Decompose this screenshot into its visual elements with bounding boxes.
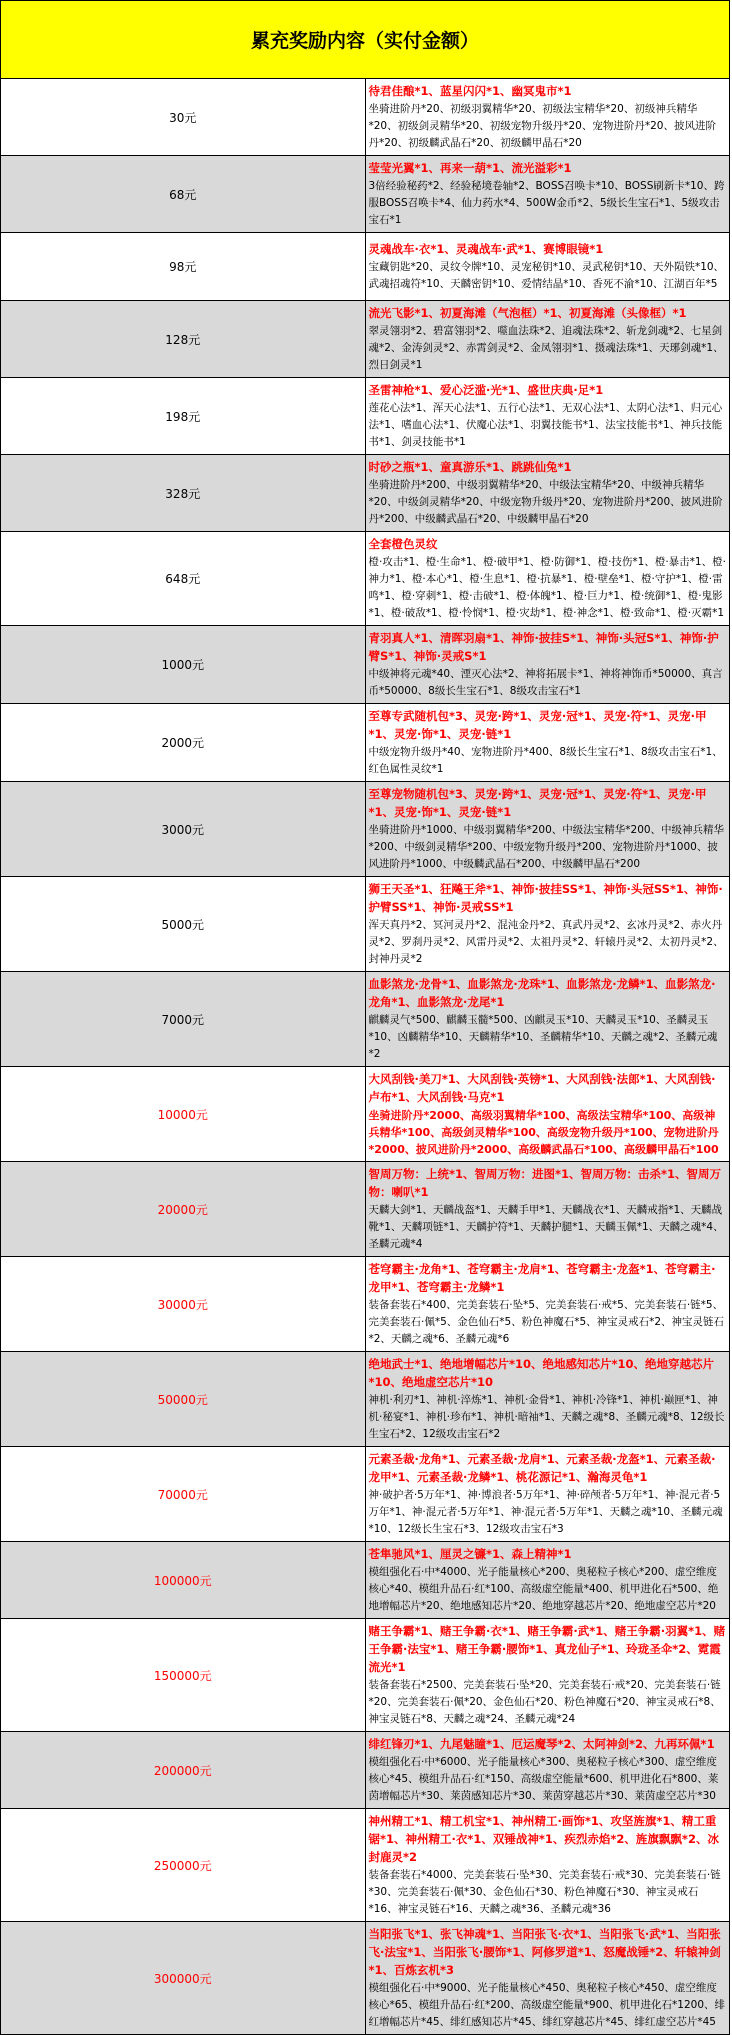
reward-content [365, 1447, 730, 1542]
reward-row [1, 1257, 730, 1352]
reward-row [1, 301, 730, 378]
reward-amount: 3000元 [1, 782, 366, 877]
reward-content [365, 626, 730, 704]
reward-row [1, 233, 730, 301]
reward-amount: 68元 [1, 156, 366, 233]
reward-row [1, 1067, 730, 1162]
reward-items: 翠灵翎羽*2、碧富翎羽*2、噬血法珠*2、追魂法珠*2、斩龙剑魂*2、七星剑魂*2、金涛剑灵*2、赤霄剑灵*2、金凤翎羽*1、摄魂法珠*1、天琊剑魂*1、烈日剑灵*1 [368, 325, 724, 371]
reward-highlight: 神州精工*1、精工机宝*1、神州精工·画饰*1、攻坚旌旗*1、精工重锯*1、神州精工·衣*1、双锤战神*1、疾烈赤焰*2、旌旗飘飘*2、冰封鹿灵*2 [368, 1814, 719, 1864]
reward-row [1, 378, 730, 455]
reward-content [365, 1732, 730, 1809]
reward-row [1, 626, 730, 704]
reward-amount: 30000元 [1, 1257, 366, 1352]
reward-items: 坐骑进阶丹*20、初级羽翼精华*20、初级法宝精华*20、初级神兵精华*20、初级剑灵精华*20、初级宠物升级丹*20、宠物进阶丹*20、披风进阶丹*20、初级麟武晶石*20、初级麟甲晶石*20 [368, 103, 716, 149]
reward-highlight: 苍穹霸主·龙角*1、苍穹霸主·龙肩*1、苍穹霸主·龙盔*1、苍穹霸主·龙甲*1、苍穹霸主·龙鳞*1 [368, 1262, 716, 1294]
reward-amount: 200000元 [1, 1732, 366, 1809]
reward-content [365, 1162, 730, 1257]
reward-items: 装备套装石*4000、完美套装石·坠*30、完美套装石·戒*30、完美套装石·链*30、完美套装石·佩*30、金色仙石*30、粉色神魔石*30、神宝灵戒石*16、神宝灵链石*16、天麟之魂*36、圣麟元魂*36 [368, 1869, 721, 1915]
reward-highlight: 圣雷神枪*1、爱心泛滥·光*1、盛世庆典·足*1 [368, 383, 604, 397]
reward-highlight: 流光飞影*1、初夏海滩（气泡框）*1、初夏海滩（头像框）*1 [368, 306, 687, 320]
reward-content [365, 877, 730, 972]
reward-items: 中级神将元魂*40、湮灭心法*2、神将拓展卡*1、神将神饰币*50000、真言币*50000、8级长生宝石*1、8级攻击宝石*1 [368, 668, 723, 697]
reward-amount: 328元 [1, 455, 366, 532]
reward-items: 装备套装石*2500、完美套装石·坠*20、完美套装石·戒*20、完美套装石·链*20、完美套装石·佩*20、金色仙石*20、粉色神魔石*20、神宝灵戒石*8、神宝灵链石*8、天麟之魂*24、圣麟元魂*24 [368, 1679, 721, 1725]
reward-row [1, 1162, 730, 1257]
reward-amount: 20000元 [1, 1162, 366, 1257]
reward-row [1, 1352, 730, 1447]
reward-highlight: 全套橙色灵纹 [368, 537, 438, 551]
reward-items: 装备套装石*400、完美套装石·坠*5、完美套装石·戒*5、完美套装石·链*5、完美套装石·佩*5、金色仙石*5、粉色神魔石*5、神宝灵戒石*2、神宝灵链石*2、天麟之魂*6、圣麟元魂*6 [368, 1299, 725, 1345]
reward-items: 天麟大剑*1、天麟战盔*1、天麟手甲*1、天麟战衣*1、天麟戒指*1、天麟战靴*1、天麟项链*1、天麟护符*1、天麟护腿*1、天麟玉佩*1、天麟之魂*4、圣麟元魂*4 [368, 1204, 724, 1250]
reward-row [1, 704, 730, 782]
reward-row [1, 1732, 730, 1809]
reward-row [1, 79, 730, 156]
reward-amount: 648元 [1, 532, 366, 626]
reward-amount: 5000元 [1, 877, 366, 972]
reward-amount: 30元 [1, 79, 366, 156]
sheet-title: 累充奖励内容（实付金额） [1, 1, 730, 79]
reward-items: 橙·攻击*1、橙·生命*1、橙·破甲*1、橙·防御*1、橙·技伤*1、橙·暴击*1、橙·神力*1、橙·本心*1、橙·生息*1、橙·抗暴*1、橙·壁垒*1、橙·守护*1、橙·雷鸣*1、橙·穿刺*1、橙·击破*1、橙·体魄*1、橙·巨力*1、橙·统御*1、橙·鬼影*1、橙·破敌*1、橙·怜悯*1、橙·灾劫*1、橙·神念*1、橙·致命*1、橙·灭霸*1 [368, 556, 726, 619]
reward-amount: 50000元 [1, 1352, 366, 1447]
reward-items: 宝藏钥匙*20、灵纹令牌*10、灵宠秘钥*10、灵武秘钥*10、天外陨铁*10、武魂招魂符*10、天麟密钥*10、爱情结晶*10、香死不渝*10、江湖百年*5 [368, 261, 725, 290]
reward-amount: 198元 [1, 378, 366, 455]
reward-highlight: 绯红锋刃*1、九尾魅瞳*1、厄运魔琴*2、太阿神剑*2、九再环佩*1 [368, 1737, 715, 1751]
reward-highlight: 绝地武士*1、绝地增幅芯片*10、绝地感知芯片*10、绝地穿越芯片*10、绝地虚空芯片*10 [368, 1357, 715, 1389]
reward-items: 模组强化石·中*9000、光子能量核心*450、奥秘粒子核心*450、虚空维度核心*65、模组升品石·红*200、高级虚空能量*900、机甲进化石*1200、绯红增幅芯片*45、绯红感知芯片*45、绯红穿越芯片*45、绯红虚空芯片*45 [368, 1982, 726, 2028]
reward-row [1, 1542, 730, 1619]
reward-amount: 2000元 [1, 704, 366, 782]
reward-items: 坐骑进阶丹*2000、高级羽翼精华*100、高级法宝精华*100、高级神兵精华*100、高级剑灵精华*100、高级宠物升级丹*100、宠物进阶丹*2000、披风进阶丹*2000、高级麟武晶石*100、高级麟甲晶石*100 [368, 1109, 719, 1156]
reward-items: 坐骑进阶丹*200、中级羽翼精华*20、中级法宝精华*20、中级神兵精华*20、中级剑灵精华*20、中级宠物升级丹*20、宠物进阶丹*200、披风进阶丹*200、中级麟武晶石*20、中级麟甲晶石*20 [368, 479, 723, 525]
reward-row [1, 156, 730, 233]
reward-highlight: 血影煞龙·龙骨*1、血影煞龙·龙珠*1、血影煞龙·龙鳞*1、血影煞龙·龙角*1、血影煞龙·龙尾*1 [368, 977, 716, 1009]
reward-highlight: 莹莹光翼*1、再来一葫*1、流光溢彩*1 [368, 161, 572, 175]
reward-content [365, 1542, 730, 1619]
reward-amount: 98元 [1, 233, 366, 301]
reward-content [365, 972, 730, 1067]
reward-items: 坐骑进阶丹*1000、中级羽翼精华*200、中级法宝精华*200、中级神兵精华*200、中级剑灵精华*200、中级宠物升级丹*200、宠物进阶丹*1000、披风进阶丹*1000、中级麟武晶石*200、中级麟甲晶石*200 [368, 824, 725, 870]
reward-row [1, 782, 730, 877]
reward-highlight: 大风刮钱·美刀*1、大风刮钱·英镑*1、大风刮钱·法郎*1、大风刮钱·卢布*1、大风刮钱·马克*1 [368, 1072, 716, 1104]
reward-content [365, 301, 730, 378]
reward-items: 莲花心法*1、浑天心法*1、五行心法*1、无双心法*1、太阴心法*1、归元心法*1、嗜血心法*1、伏魔心法*1、羽翼技能书*1、法宝技能书*1、神兵技能书*1、剑灵技能书*1 [368, 402, 723, 448]
reward-content [365, 1922, 730, 2035]
reward-items: 3倍经验秘药*2、经验秘境卷轴*2、BOSS召唤卡*10、BOSS刷新卡*10、跨服BOSS召唤卡*4、仙力药水*4、500W金币*2、5级长生宝石*1、5级攻击宝石*1 [368, 180, 725, 226]
reward-row [1, 1619, 730, 1732]
reward-row [1, 1809, 730, 1922]
reward-amount: 7000元 [1, 972, 366, 1067]
reward-amount: 300000元 [1, 1922, 366, 2035]
reward-content [365, 378, 730, 455]
reward-row [1, 455, 730, 532]
reward-amount: 150000元 [1, 1619, 366, 1732]
reward-highlight: 赌王争霸*1、赌王争霸·衣*1、赌王争霸·武*1、赌王争霸·羽翼*1、赌王争霸·法宝*1、赌王争霸·腰饰*1、真龙仙子*1、玲珑圣伞*2、霓霞流光*1 [368, 1624, 726, 1674]
title-row [1, 1, 730, 79]
reward-content [365, 233, 730, 301]
reward-items: 神·破护者·5万年*1、神·博浪者·5万年*1、神·碎颅者·5万年*1、神·混元者·5万年*1、神·混元者·5万年*1、神·混元者·5万年*1、天麟之魂*10、圣麟元魂*10、12级长生宝石*3、12级攻击宝石*3 [368, 1489, 723, 1535]
reward-content [365, 704, 730, 782]
reward-highlight: 灵魂战车·衣*1、灵魂战车·武*1、赛博眼镜*1 [368, 242, 604, 256]
reward-content [365, 156, 730, 233]
reward-items: 中级宠物升级丹*40、宠物进阶丹*400、8级长生宝石*1、8级攻击宝石*1、红色属性灵纹*1 [368, 746, 723, 775]
reward-content [365, 455, 730, 532]
reward-amount: 10000元 [1, 1067, 366, 1162]
reward-content [365, 1619, 730, 1732]
reward-items: 浑天真丹*2、冥河灵丹*2、混沌金丹*2、真武丹灵*2、玄冰丹灵*2、赤火丹灵*2、罗刹丹灵*2、风雷丹灵*2、太祖丹灵*2、轩辕丹灵*2、太初丹灵*2、封神丹灵*2 [368, 919, 724, 965]
reward-amount: 100000元 [1, 1542, 366, 1619]
reward-items: 麒麟灵气*500、麒麟玉髓*500、凶麒灵玉*10、天麟灵玉*10、圣麟灵玉*10、凶麟精华*10、天麟精华*10、圣麟精华*10、天麟之魂*2、圣麟元魂*2 [368, 1014, 718, 1060]
reward-amount: 70000元 [1, 1447, 366, 1542]
reward-highlight: 当阳张飞*1、张飞神魂*1、当阳张飞·衣*1、当阳张飞·武*1、当阳张飞·法宝*1、当阳张飞·腰饰*1、阿修罗道*1、怒魔战锤*2、轩辕神剑*1、百炼玄机*3 [368, 1927, 721, 1977]
reward-content [365, 1809, 730, 1922]
reward-rows [1, 79, 730, 2035]
reward-row [1, 1447, 730, 1542]
reward-content [365, 1352, 730, 1447]
reward-highlight: 待君佳酿*1、蓝星闪闪*1、幽冥鬼市*1 [368, 84, 572, 98]
reward-highlight: 青羽真人*1、清晖羽扇*1、神饰·披挂S*1、神饰·头冠S*1、神饰·护臂S*1、神饰·灵戒S*1 [368, 631, 719, 663]
reward-amount: 250000元 [1, 1809, 366, 1922]
reward-highlight: 元素圣裁·龙角*1、元素圣裁·龙肩*1、元素圣裁·龙盔*1、元素圣裁·龙甲*1、元素圣裁·龙鳞*1、桃花源记*1、瀚海灵龟*1 [368, 1452, 716, 1484]
reward-highlight: 苍隼驰风*1、厘灵之镰*1、森上精神*1 [368, 1547, 572, 1561]
reward-content [365, 1257, 730, 1352]
reward-highlight: 时砂之瓶*1、童真游乐*1、跳跳仙兔*1 [368, 460, 572, 474]
reward-highlight: 至尊专武随机包*3、灵宠·跨*1、灵宠·冠*1、灵宠·符*1、灵宠·甲*1、灵宠·饰*1、灵宠·链*1 [368, 709, 707, 741]
reward-content [365, 532, 730, 626]
reward-highlight: 狮王天圣*1、狂飚王斧*1、神饰·披挂SS*1、神饰·头冠SS*1、神饰·护臂SS*1、神饰·灵戒SS*1 [368, 882, 723, 914]
reward-content [365, 1067, 730, 1162]
reward-amount: 128元 [1, 301, 366, 378]
reward-row [1, 1922, 730, 2035]
reward-items: 模组强化石·中*4000、光子能量核心*200、奥秘粒子核心*200、虚空维度核心*40、模组升品石·红*100、高级虚空能量*400、机甲进化石*500、绝地增幅芯片*20、绝地感知芯片*20、绝地穿越芯片*20、绝地虚空芯片*20 [368, 1566, 719, 1612]
reward-items: 神机·利刃*1、神机·淬炼*1、神机·金骨*1、神机·冷锋*1、神机·巅匣*1、神机·秘宴*1、神机·珍布*1、神机·暗袖*1、天麟之魂*8、圣麟元魂*8、12级长生宝石*2、12级攻击宝石*2 [368, 1394, 725, 1440]
reward-content [365, 782, 730, 877]
reward-row [1, 532, 730, 626]
reward-highlight: 智周万物：上统*1、智周万物：进图*1、智周万物：击杀*1、智周万物：喇叭*1 [368, 1167, 722, 1199]
reward-row [1, 877, 730, 972]
reward-amount: 1000元 [1, 626, 366, 704]
reward-row [1, 972, 730, 1067]
reward-highlight: 至尊宠物随机包*3、灵宠·跨*1、灵宠·冠*1、灵宠·符*1、灵宠·甲*1、灵宠·饰*1、灵宠·链*1 [368, 787, 707, 819]
reward-items: 模组强化石·中*6000、光子能量核心*300、奥秘粒子核心*300、虚空维度核心*45、模组升品石·红*150、高级虚空能量*600、机甲进化石*800、莱茵增幅芯片*30、莱茵感知芯片*30、莱茵穿越芯片*30、莱茵虚空芯片*30 [368, 1756, 719, 1802]
reward-content [365, 79, 730, 156]
